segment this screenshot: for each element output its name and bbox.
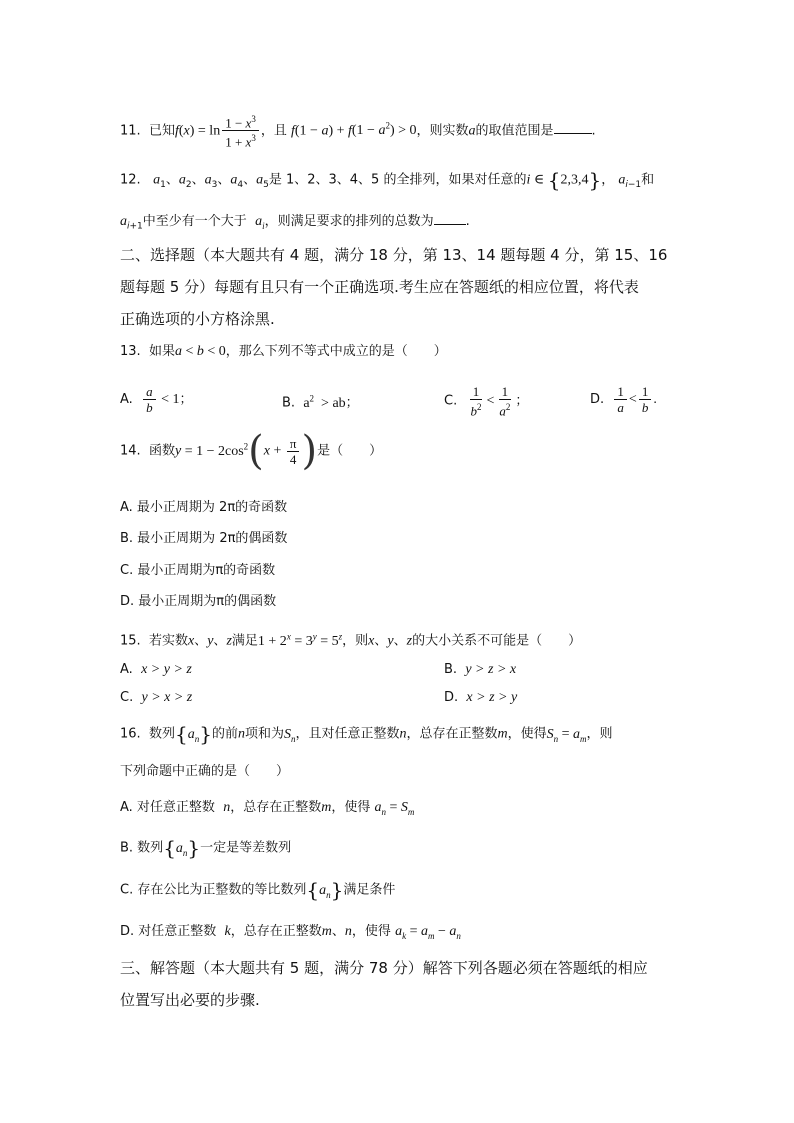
q16-option-d: D. 对任意正整数 k，总存在正整数m、n，使得 $a_k = a_m - a_n$ <box>120 924 461 941</box>
question-15: 15. 若实数x、y、z满足$1 + 2^x = 3^y = 5^z$，则x、y、z的大小关系不可能是（ ） <box>120 631 582 649</box>
q16-option-b: B. 数列$\{a_n\}$一定是等差数列 <box>120 836 292 860</box>
answer-blank <box>554 119 592 134</box>
q15-option-d: D. x > z > y <box>444 690 518 705</box>
q13-option-a: A. $\frac{a}{b}$ < 1； <box>120 384 193 415</box>
q15-option-a: A. x > y > z <box>120 662 192 677</box>
question-11: 11. 已知f(x) = ln $\frac{1 - x^3}{1 + x^3}$ ，且 $f(1 - a) + f(1 - a^2) > 0$，则实数a的取值范围是 . <box>120 114 596 150</box>
q15-option-c: C. y > x > z <box>120 690 193 705</box>
question-13: 13. 如果a < b < 0，那么下列不等式中成立的是（ ） <box>120 344 447 359</box>
formula: f <box>174 123 179 139</box>
question-12: 12. $a_1$、$a_2$、$a_3$、$a_4$、$a_5$是 1、2、3、4、5 的全排列，如果对任意的i ∈ {2,3,4}， $a_{i-1}$和 <box>120 168 655 192</box>
q13-option-d: D. $\frac{1}{a}$ < $\frac{1}{b}$ . <box>590 384 657 415</box>
q16-option-c: C. 存在公比为正整数的等比数列$\{a_n\}$满足条件 <box>120 878 396 902</box>
question-14: 14. 函数$y = 1 - 2\cos^2(x$ + $\frac{\pi}{4}$ )是（ ） <box>120 428 383 475</box>
question-number: 12. <box>120 172 141 188</box>
section-2-heading: 二、选择题（本大题共有 4 题，满分 18 分，第 13、14 题每题 4 分，第 15、16 <box>120 246 668 264</box>
question-12-line2: $a_{i+1}$中至少有一个大于 $a_i$，则满足要求的排列的总数为 . <box>120 210 470 237</box>
question-number: 15. <box>120 633 141 649</box>
q13-option-b: B. $a^2$ > ab； <box>282 393 359 411</box>
q15-option-b: B. y > z > x <box>444 662 517 677</box>
question-number: 14. <box>120 443 141 459</box>
question-16-line2: 下列命题中正确的是（ ） <box>120 764 290 779</box>
question-16: 16. 数列$\{a_n\}$的前n项和为$S_n$，且对任意正整数n，总存在正整数m，使得$S_n = a_m$，则 <box>120 722 613 746</box>
q14-option-a: A. 最小正周期为 2π的奇函数 <box>120 500 288 515</box>
q14-option-c: C. 最小正周期为π的奇函数 <box>120 563 276 578</box>
section-3-heading: 三、解答题（本大题共有 5 题，满分 78 分）解答下列各题必须在答题纸的相应 <box>120 959 648 977</box>
question-number: 11. <box>120 123 141 139</box>
q14-option-b: B. 最小正周期为 2π的偶函数 <box>120 531 288 546</box>
section-3-heading-line2: 位置写出必要的步骤. <box>120 991 260 1009</box>
q16-option-a: A. 对任意正整数 n，总存在正整数m，使得 $a_n = S_m$ <box>120 800 415 817</box>
question-number: 13. <box>120 344 141 359</box>
q14-option-d: D. 最小正周期为π的偶函数 <box>120 594 277 609</box>
section-2-heading-line2: 题每题 5 分）每题有且只有一个正确选项.考生应在答题纸的相应位置，将代表 <box>120 278 639 296</box>
q13-option-c: C. $\frac{1}{b^2}$ < $\frac{1}{a^2}$ ； <box>444 384 529 419</box>
fraction: $\frac{1 - x^3}{1 + x^3}$ <box>222 112 259 150</box>
section-2-heading-line3: 正确选项的小方格涂黑. <box>120 310 275 328</box>
answer-blank <box>434 210 466 225</box>
question-number: 16. <box>120 726 141 742</box>
